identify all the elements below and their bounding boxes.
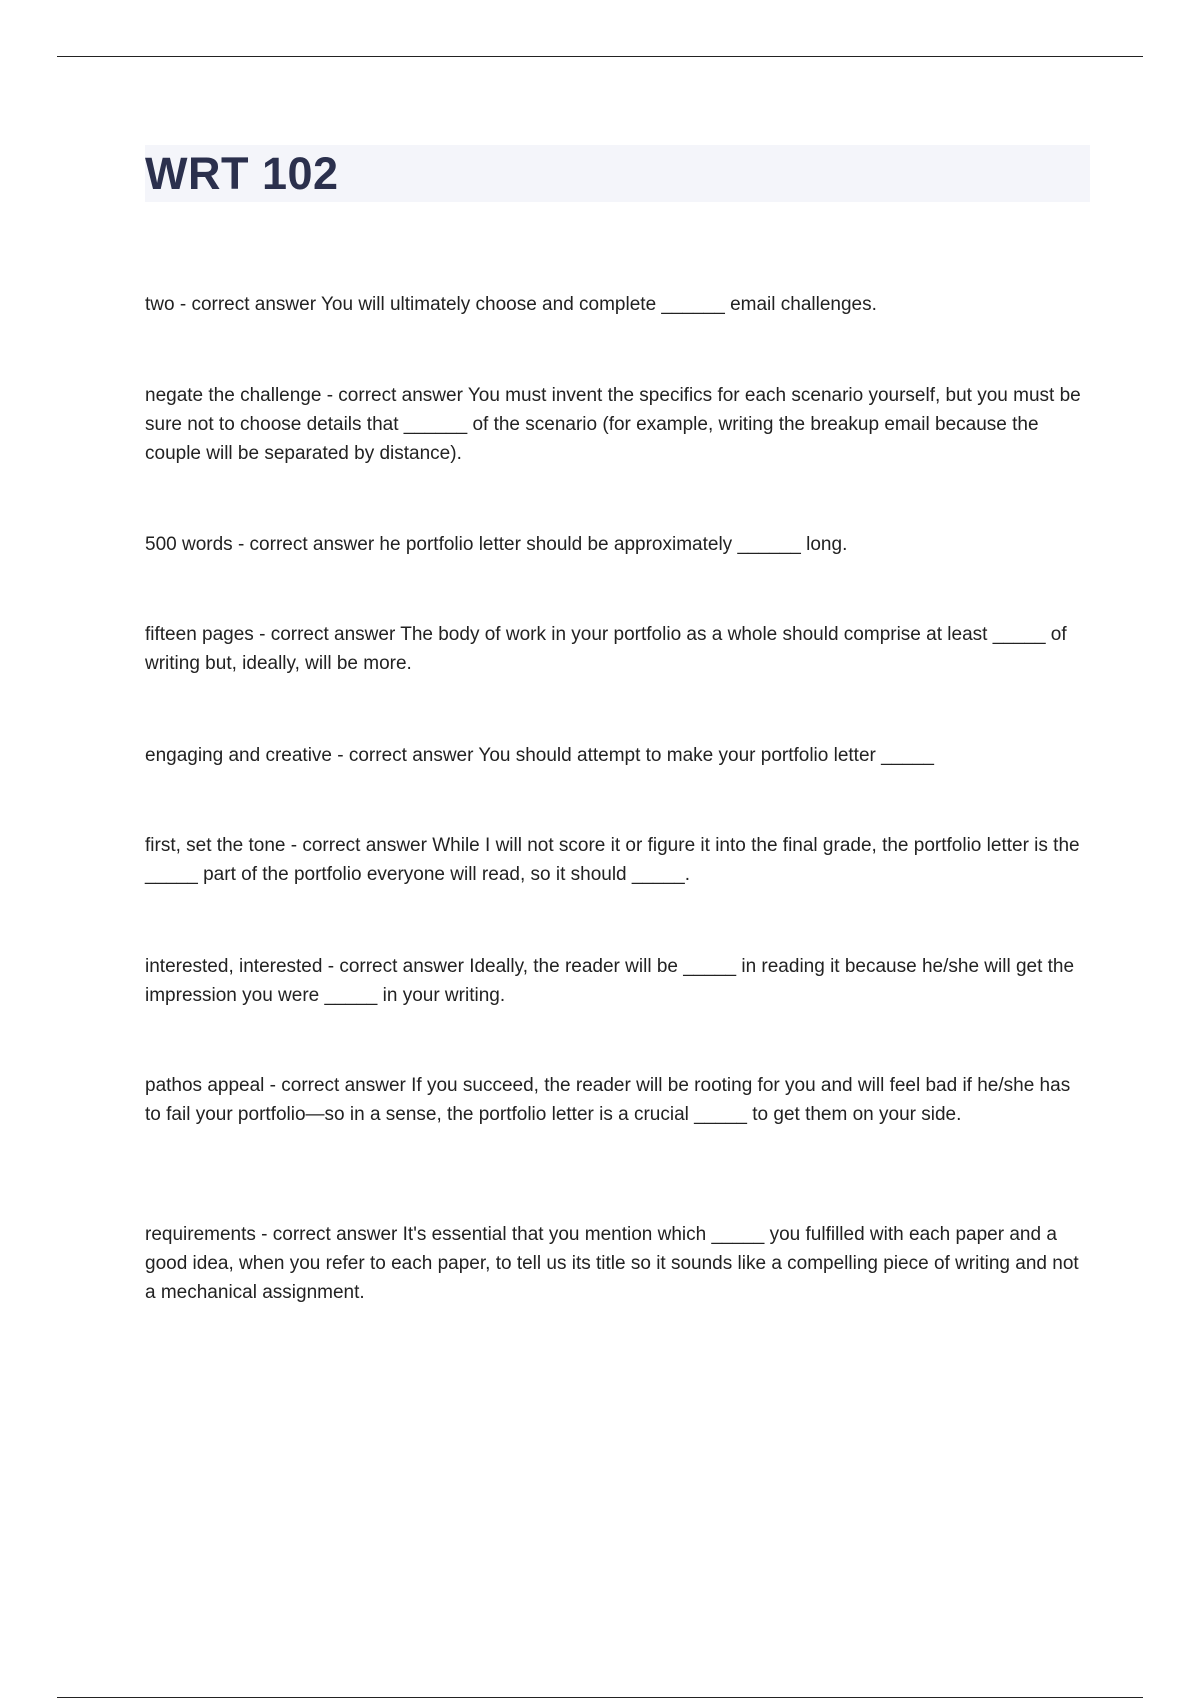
flashcard-entry: requirements - correct answer It's essential that you mention which _____ you fulfilled with each paper and a good idea, when you refer to each paper, to tell us its title so it sounds like a compelling piece of writing and not a mechanical assignment. bbox=[145, 1224, 1079, 1303]
document-title: WRT 102 bbox=[145, 148, 339, 199]
flashcard-entry: interested, interested - correct answer Ideally, the reader will be _____ in reading it because he/she will get the impression you were _____ in your writing. bbox=[145, 956, 1075, 1006]
flashcard-entry: 500 words - correct answer he portfolio letter should be approximately ______ long. bbox=[145, 534, 848, 555]
flashcard-entry: negate the challenge - correct answer You must invent the specifics for each scenario yourself, but you must be sure not to choose details that ______ of the scenario (for example, writing the breakup email because the couple will be separated by distance). bbox=[145, 385, 1081, 464]
flashcard-entry: first, set the tone - correct answer While I will not score it or figure it into the final grade, the portfolio letter is the _____ part of the portfolio everyone will read, so it should _____. bbox=[145, 835, 1080, 885]
footer-rule bbox=[57, 1697, 1143, 1698]
flashcard-entry: pathos appeal - correct answer If you succeed, the reader will be rooting for you and will feel bad if he/she has to fail your portfolio—so in a sense, the portfolio letter is a crucial _____ to get them on your side. bbox=[145, 1075, 1071, 1125]
flashcard-entry: engaging and creative - correct answer You should attempt to make your portfolio letter _____ bbox=[145, 745, 934, 766]
header-rule bbox=[57, 56, 1143, 57]
flashcard-entry: fifteen pages - correct answer The body of work in your portfolio as a whole should comprise at least _____ of writing but, ideally, will be more. bbox=[145, 624, 1067, 674]
flashcard-entry: two - correct answer You will ultimately choose and complete ______ email challenges. bbox=[145, 294, 877, 315]
